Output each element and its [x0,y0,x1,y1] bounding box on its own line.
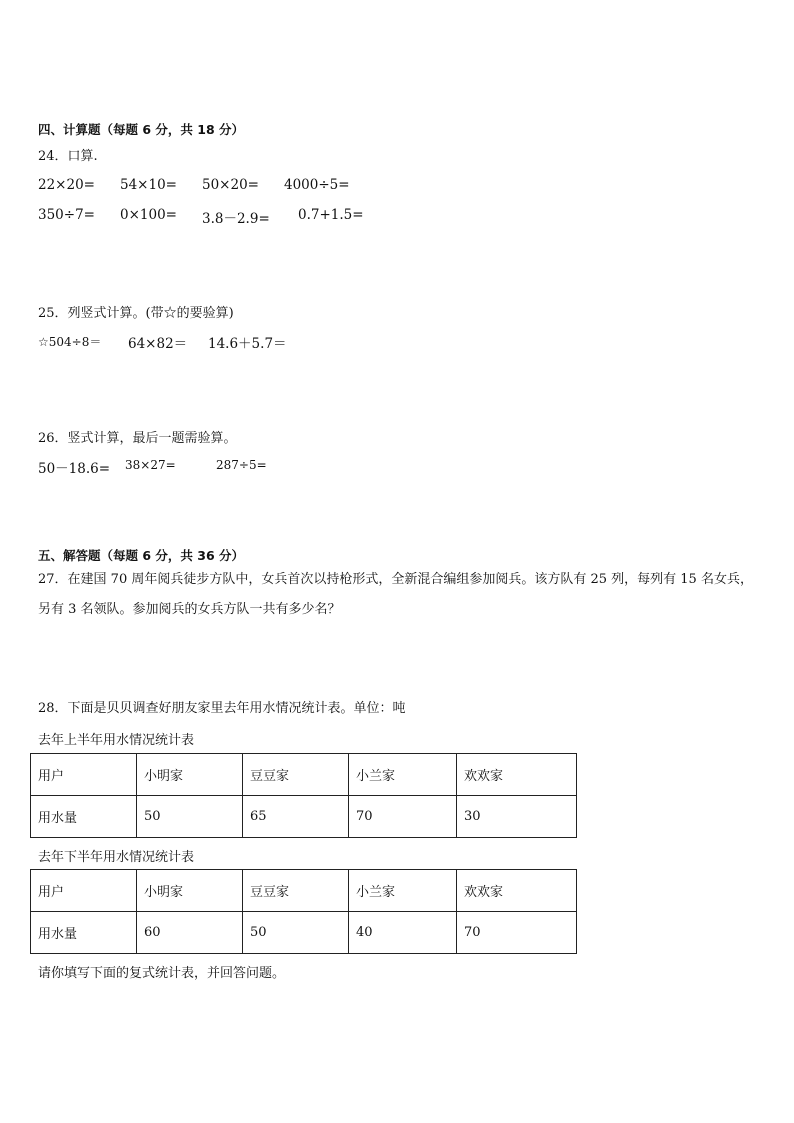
q24-expr-4: 4000÷5= [284,177,350,193]
table-cell: 50 [137,796,243,838]
table-cell: 用户 [31,754,137,796]
table-2-caption: 去年下半年用水情况统计表 [38,850,195,865]
table-cell: 用水量 [31,912,137,954]
table-cell: 50 [243,912,349,954]
table-cell: 小明家 [137,754,243,796]
table-cell: 小兰家 [349,754,457,796]
table-1-caption: 去年上半年用水情况统计表 [38,733,195,748]
table-row [31,754,577,796]
section-5-title: 五、解答题（每题 6 分，共 36 分） [38,548,245,563]
q25-expr-3: 14.6＋5.7＝ [208,336,287,352]
q26-expr-1: 50－18.6= [38,461,111,477]
table-cell: 70 [349,796,457,838]
question-28-text: 28．下面是贝贝调查好朋友家里去年用水情况统计表。单位：吨 [38,701,406,716]
table-cell: 70 [457,912,577,954]
q26-expr-2: 38×27= [125,458,176,472]
q26-expr-3: 287÷5= [216,458,267,472]
q24-expr-7: 3.8－2.9= [202,211,270,227]
table-cell: 40 [349,912,457,954]
table-cell: 小明家 [137,870,243,912]
section-4-title: 四、计算题（每题 6 分，共 18 分） [38,122,245,137]
water-usage-table-second-half [30,869,577,954]
q24-expr-5: 350÷7= [38,207,95,223]
q24-expr-2: 54×10= [120,177,177,193]
question-24-label: 24．口算. [38,149,98,164]
q25-expr-1: ☆504÷8＝ [38,335,102,349]
question-28-instruction: 请你填写下面的复式统计表，并回答问题。 [38,966,286,981]
table-cell: 欢欢家 [457,754,577,796]
table-cell: 30 [457,796,577,838]
question-26-label: 26．竖式计算，最后一题需验算。 [38,431,237,446]
table-cell: 60 [137,912,243,954]
question-25-label: 25．列竖式计算。(带☆的要验算) [38,306,234,321]
q24-expr-8: 0.7+1.5= [298,207,364,223]
question-27-text: 27．在建国 70 周年阅兵徒步方队中，女兵首次以持枪形式，全新混合编组参加阅兵。该方队有 25 列，每列有 15 名女兵，另有 3 名领队。参加阅兵的女兵方队一共有多少名？ [38,572,753,617]
table-row [31,870,577,912]
table-cell: 用水量 [31,796,137,838]
water-usage-table-first-half [30,753,577,838]
table-cell: 65 [243,796,349,838]
table-cell: 豆豆家 [243,754,349,796]
table-cell: 豆豆家 [243,870,349,912]
table-cell: 用户 [31,870,137,912]
table-cell: 欢欢家 [457,870,577,912]
q24-expr-3: 50×20= [202,177,259,193]
table-row [31,796,577,838]
q25-expr-2: 64×82＝ [128,336,188,352]
table-cell: 小兰家 [349,870,457,912]
q24-expr-6: 0×100= [120,207,177,223]
q24-expr-1: 22×20= [38,177,95,193]
table-row [31,912,577,954]
